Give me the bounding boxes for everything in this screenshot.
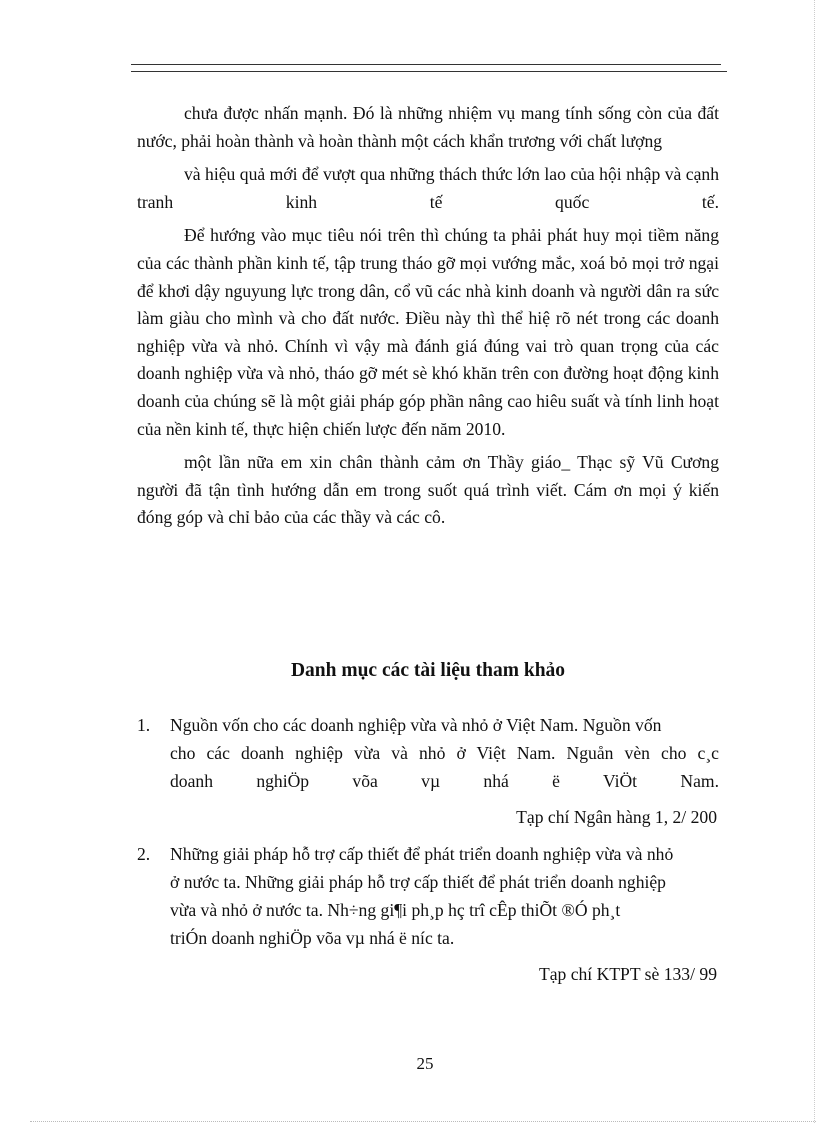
reference-number: 2. [137, 844, 151, 864]
reference-line: vừa và nhỏ ở nước ta. Nh÷ng gi¶i ph¸p hç trî cÊp thiÕt ®Ó ph¸t [170, 900, 621, 920]
header-rule-bottom [131, 71, 727, 72]
references-list [137, 711, 719, 997]
reference-number: 1. [137, 715, 151, 735]
paragraph: chưa được nhấn mạnh. Đó là những nhiệm vụ mang tính sống còn của đất nước, phải hoàn thành và hoàn thành một cách khẩn trương với chất lượng [137, 103, 719, 151]
page-edge-bottom [30, 1121, 816, 1122]
reference-line: ở nước ta. Những giải pháp hỗ trợ cấp thiết để phát triển doanh nghiệp [170, 872, 666, 892]
paragraph: Để hướng vào mục tiêu nói trên thì chúng ta phải phát huy mọi tiềm năng của các thành phần kinh tế, tập trung tháo gỡ mọi vướng mắc, xoá bỏ mọi trở ngại để khơi dậy nguyung lực trong dân, cổ vũ các nhà kinh doanh và người dân ra sức làm giàu cho mình và cho đất nước. Điều này thì thể hiệ rõ nét trong các doanh nghiệp vừa và nhỏ. Chính vì vậy mà đánh giá đúng vai trò quan trọng của các doanh nghiệp vừa và nhỏ, tháo gỡ mét sè khó khăn trên con đường hoạt động kinh doanh của chúng sẽ là một giải pháp góp phần nâng cao hiêu suất và tính linh hoạt của nền kinh tế, thực hiện chiến lược đến năm 2010. [137, 225, 719, 439]
references-title: Danh mục các tài liệu tham khảo [290, 660, 566, 681]
reference-line: Những giải pháp hỗ trợ cấp thiết để phát triển doanh nghiệp vừa và nhỏ [170, 844, 674, 864]
page-edge-right [814, 0, 815, 1123]
reference-source: Tạp chí KTPT sè 133/ 99 [538, 964, 717, 984]
reference-item [137, 840, 719, 952]
reference-line: Nguồn vốn cho các doanh nghiệp vừa và nhỏ ở Việt Nam. Nguồn vốn [170, 715, 662, 735]
header-rule-top [131, 64, 721, 65]
reference-item [137, 711, 719, 795]
reference-source: Tạp chí Ngân hàng 1, 2/ 200 [516, 807, 717, 827]
reference-line: cho các doanh nghiệp vừa và nhỏ ở Việt Nam. Nguån vèn cho c¸c [170, 743, 719, 763]
reference-line: doanh nghiÖp võa vµ nhá ë ViÖt Nam. [170, 771, 719, 791]
paragraph: một lần nữa em xin chân thành cảm ơn Thầy giáo_ Thạc sỹ Vũ Cương người đã tận tình hướng dẫn em trong suốt quá trình viết. Cám ơn mọi ý kiến đóng góp và chỉ bảo của các thầy và các cô. [137, 452, 719, 528]
paragraph: và hiệu quả mới để vượt qua những thách thức lớn lao của hội nhập và cạnh tranh kinh tế quốc tế. [137, 164, 719, 212]
page-number: 25 [416, 1054, 434, 1073]
body-text [137, 100, 719, 538]
reference-line: triÓn doanh nghiÖp võa vµ nhá ë níc ta. [170, 928, 455, 948]
